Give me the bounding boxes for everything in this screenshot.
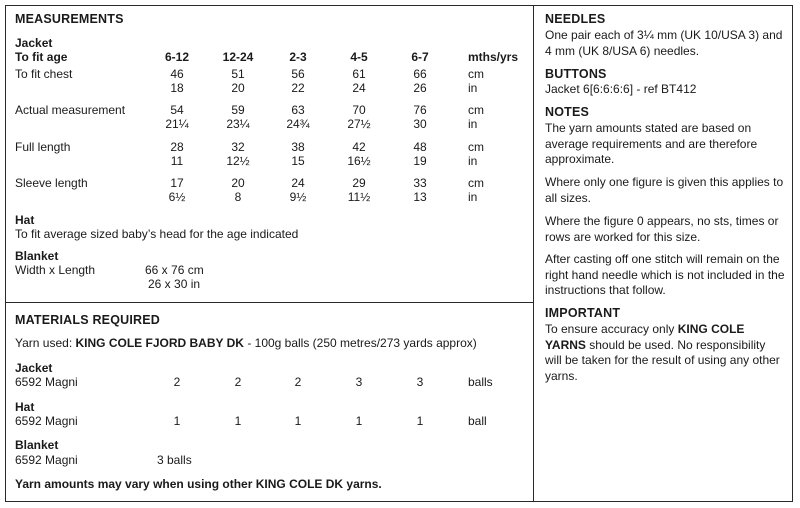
- size-header: 12-24: [222, 50, 254, 64]
- cell-value: 9½: [289, 190, 307, 204]
- fit-age-label: To fit age: [15, 50, 68, 64]
- qty-value: 1: [416, 414, 424, 428]
- cell-value: 63: [291, 103, 305, 117]
- cell-value: 70: [352, 103, 366, 117]
- brand-name: KING COLE YARNS: [545, 322, 745, 352]
- cell-value: 17: [170, 176, 184, 190]
- cell-value: 46: [170, 67, 184, 81]
- cell-value: 56: [291, 67, 305, 81]
- yarn-used-line: [15, 336, 477, 350]
- row-label: Sleeve length: [15, 176, 88, 190]
- cell-value: 38: [291, 140, 305, 154]
- cell-value: 24: [352, 81, 366, 95]
- unit-cm: cm: [468, 176, 484, 190]
- unit-in: in: [468, 154, 478, 168]
- important-suffix: should be used. No responsibility will be taken for the result of using any other yarns.: [545, 337, 780, 383]
- cell-value: 20: [231, 176, 245, 190]
- cell-value: 11½: [347, 190, 371, 204]
- cell-value: 11: [170, 154, 184, 168]
- cell-value: 54: [170, 103, 184, 117]
- cell-value: 30: [413, 117, 427, 131]
- buttons-heading: BUTTONS: [545, 67, 607, 81]
- notes-paragraph: After casting off one stitch will remain on the right hand needle which is not included in the instructions that follow.: [545, 252, 785, 297]
- materials-heading: MATERIALS REQUIRED: [15, 313, 161, 327]
- column-divider: [533, 5, 534, 502]
- important-heading: IMPORTANT: [545, 306, 621, 320]
- cell-value: 61: [352, 67, 366, 81]
- cell-value: 42: [352, 140, 366, 154]
- needles-text: One pair each of 3¼ mm (UK 10/USA 3) and 4 mm (UK 8/USA 6) needles.: [545, 28, 783, 58]
- cell-value: 12½: [226, 154, 250, 168]
- unit-cm: cm: [468, 103, 484, 117]
- blanket-qty: 3 balls: [157, 453, 192, 467]
- important-prefix: To ensure accuracy only: [545, 322, 675, 336]
- hat-fit-text: To fit average sized baby’s head for the age indicated: [15, 227, 299, 241]
- blanket-dim-label: Width x Length: [15, 263, 96, 277]
- unit-cm: cm: [468, 140, 484, 154]
- blanket-in: 26 x 30 in: [148, 277, 201, 291]
- hat-label: Hat: [15, 213, 35, 227]
- cell-value: 66: [413, 67, 427, 81]
- yarn-suffix: - 100g balls (250 metres/273 yards approx): [247, 336, 477, 350]
- blanket-label: Blanket: [15, 249, 59, 263]
- qty-value: 1: [294, 414, 302, 428]
- important-text: [545, 322, 785, 384]
- materials-hat-label: Hat: [15, 400, 35, 414]
- qty-unit: ball: [468, 414, 487, 428]
- materials-footer: Yarn amounts may vary when using other KING COLE DK yarns.: [15, 477, 382, 491]
- materials-jacket-label: Jacket: [15, 361, 53, 375]
- qty-value: 2: [234, 375, 242, 389]
- cell-value: 24¾: [286, 117, 310, 131]
- cell-value: 6½: [168, 190, 186, 204]
- yarn-name: KING COLE FJORD BABY DK: [75, 336, 244, 350]
- hat-yarn: 6592 Magni: [15, 414, 78, 428]
- notes-paragraph: Where the figure 0 appears, no sts, times or rows are worked for this size.: [545, 214, 779, 244]
- blanket-cm: 66 x 76 cm: [145, 263, 204, 277]
- unit-in: in: [468, 81, 478, 95]
- cell-value: 51: [231, 67, 245, 81]
- size-header: 2-3: [289, 50, 307, 64]
- yarn-used-prefix: Yarn used:: [15, 336, 73, 350]
- size-header: 6-12: [164, 50, 190, 64]
- cell-value: 29: [352, 176, 366, 190]
- cell-value: 18: [170, 81, 184, 95]
- qty-value: 1: [234, 414, 242, 428]
- cell-value: 20: [231, 81, 245, 95]
- qty-unit: balls: [468, 375, 493, 389]
- measurements-heading: MEASUREMENTS: [15, 12, 124, 26]
- row-label: Full length: [15, 140, 71, 154]
- buttons-text: Jacket 6[6:6:6:6] - ref BT412: [545, 82, 697, 96]
- row-label: Actual measurement: [15, 103, 126, 117]
- cell-value: 21¼: [165, 117, 189, 131]
- size-header: 6-7: [411, 50, 429, 64]
- cell-value: 24: [291, 176, 305, 190]
- cell-value: 22: [291, 81, 305, 95]
- needles-heading: NEEDLES: [545, 12, 606, 26]
- cell-value: 19: [413, 154, 427, 168]
- unit-in: in: [468, 190, 478, 204]
- row-label: To fit chest: [15, 67, 73, 81]
- materials-blanket-label: Blanket: [15, 438, 59, 452]
- cell-value: 33: [413, 176, 427, 190]
- cell-value: 23¼: [226, 117, 250, 131]
- cell-value: 27½: [347, 117, 371, 131]
- qty-value: 2: [294, 375, 302, 389]
- qty-value: 1: [173, 414, 181, 428]
- notes-heading: NOTES: [545, 105, 590, 119]
- notes-paragraph: Where only one figure is given this applies to all sizes.: [545, 175, 784, 205]
- cell-value: 13: [413, 190, 427, 204]
- cell-value: 48: [413, 140, 427, 154]
- size-header: 4-5: [350, 50, 368, 64]
- section-divider: [5, 302, 534, 303]
- size-unit: mths/yrs: [468, 50, 519, 64]
- jacket-label: Jacket: [15, 36, 53, 50]
- blanket-yarn: 6592 Magni: [15, 453, 78, 467]
- notes-paragraph: The yarn amounts stated are based on average requirements and are therefore approximate.: [545, 121, 758, 166]
- cell-value: 59: [231, 103, 245, 117]
- cell-value: 26: [413, 81, 427, 95]
- cell-value: 76: [413, 103, 427, 117]
- cell-value: 16½: [347, 154, 371, 168]
- cell-value: 28: [170, 140, 184, 154]
- cell-value: 8: [234, 190, 242, 204]
- unit-cm: cm: [468, 67, 484, 81]
- cell-value: 32: [231, 140, 245, 154]
- qty-value: 3: [416, 375, 424, 389]
- unit-in: in: [468, 117, 478, 131]
- qty-value: 2: [173, 375, 181, 389]
- qty-value: 3: [355, 375, 363, 389]
- jacket-yarn: 6592 Magni: [15, 375, 78, 389]
- cell-value: 15: [291, 154, 305, 168]
- qty-value: 1: [355, 414, 363, 428]
